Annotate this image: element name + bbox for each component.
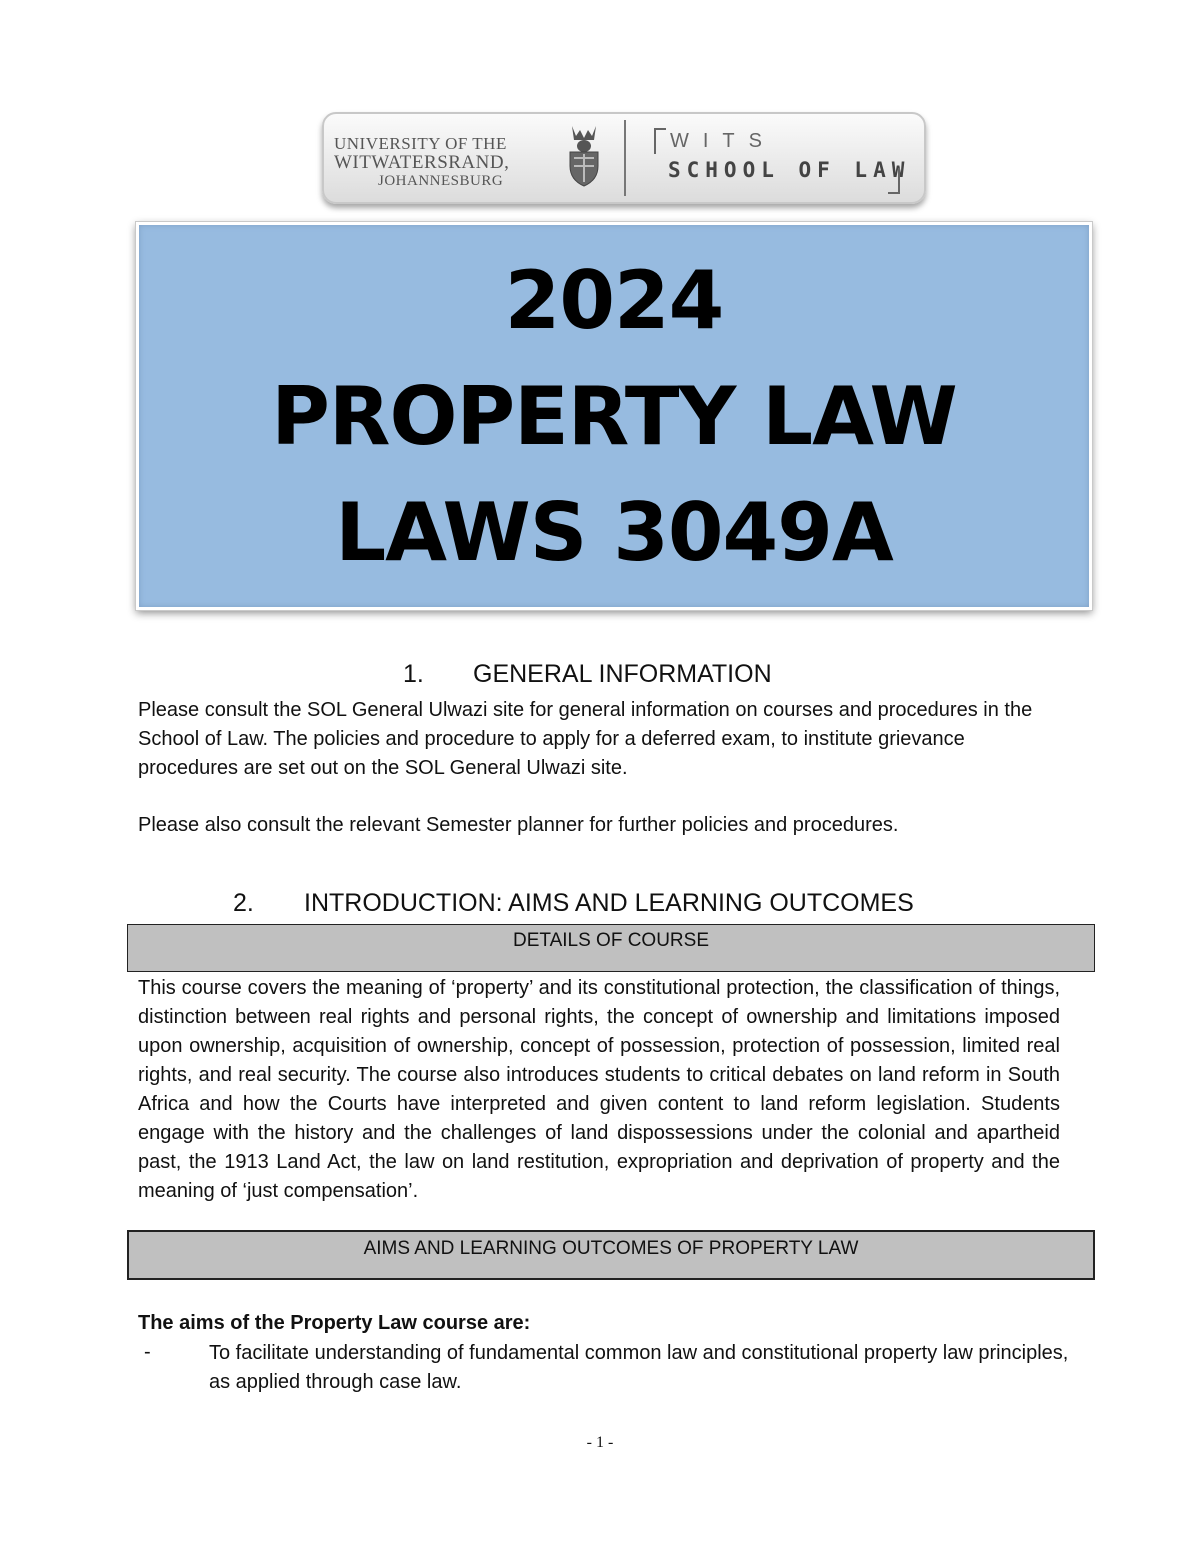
logo-divider <box>624 120 626 196</box>
university-name <box>334 134 564 191</box>
title-course-name: PROPERTY LAW <box>271 370 957 463</box>
section-2-heading <box>233 889 973 921</box>
page-number: - 1 - <box>586 1434 614 1451</box>
section-2-title: INTRODUCTION: AIMS AND LEARNING OUTCOMES <box>304 889 914 917</box>
bracket-top-left <box>654 128 666 154</box>
aims-heading: The aims of the Property Law course are: <box>138 1312 531 1334</box>
bracket-bottom-right <box>888 168 900 194</box>
title-course-code: LAWS 3049A <box>335 486 893 579</box>
aims-item-bullet: - <box>144 1341 151 1363</box>
university-line-1: UNIVERSITY OF THE <box>334 134 507 153</box>
aims-item-text: To facilitate understanding of fundamental common law and constitutional property law principles, as applied through case law. <box>209 1342 1069 1393</box>
school-of-law-wordmark: SCHOOL OF LAW <box>668 158 911 182</box>
semester-planner-paragraph: Please also consult the relevant Semester planner for further policies and procedures. <box>138 814 899 836</box>
wits-school-of-law-mark <box>654 128 911 194</box>
general-info-paragraph: Please consult the SOL General Ulwazi site for general information on courses and procedures in the School of Law. The policies and procedure to apply for a deferred exam, to institute grievance procedures are set out on the SOL General Ulwazi site. <box>138 699 1033 779</box>
details-of-course-bar: DETAILS OF COURSE <box>127 924 1095 972</box>
course-title-box <box>136 222 1092 610</box>
wits-wordmark: WITS <box>670 130 776 152</box>
section-2-number: 2. <box>233 889 254 917</box>
section-1-number: 1. <box>403 660 424 688</box>
university-logo-banner <box>322 112 926 204</box>
section-1-title: GENERAL INFORMATION <box>473 660 772 688</box>
course-details-paragraph: This course covers the meaning of ‘property’ and its constitutional protection, the classification of things, distinction between real rights and personal rights, the concept of ownership and limitations imposed upon ownership, acquisition of ownership, concept of possession, protection of possession, limited real rights, and real security. The course also introduces students to critical debates on land reform in South Africa and how the Courts have interpreted and given content to land reform legislation. Students engage with the history and the challenges of land dispossessions under the colonial and apartheid past, the 1913 Land Act, the law on land restitution, expropriation and deprivation of property and the meaning of ‘just compensation’. <box>138 977 1060 1202</box>
university-line-2: WITWATERSRAND, <box>334 152 510 173</box>
university-crest-icon <box>566 124 602 188</box>
aims-outcomes-bar: AIMS AND LEARNING OUTCOMES OF PROPERTY LAW <box>127 1230 1095 1280</box>
university-line-3: JOHANNESBURG <box>378 173 504 189</box>
title-year: 2024 <box>504 254 724 347</box>
section-1-heading <box>403 660 803 692</box>
